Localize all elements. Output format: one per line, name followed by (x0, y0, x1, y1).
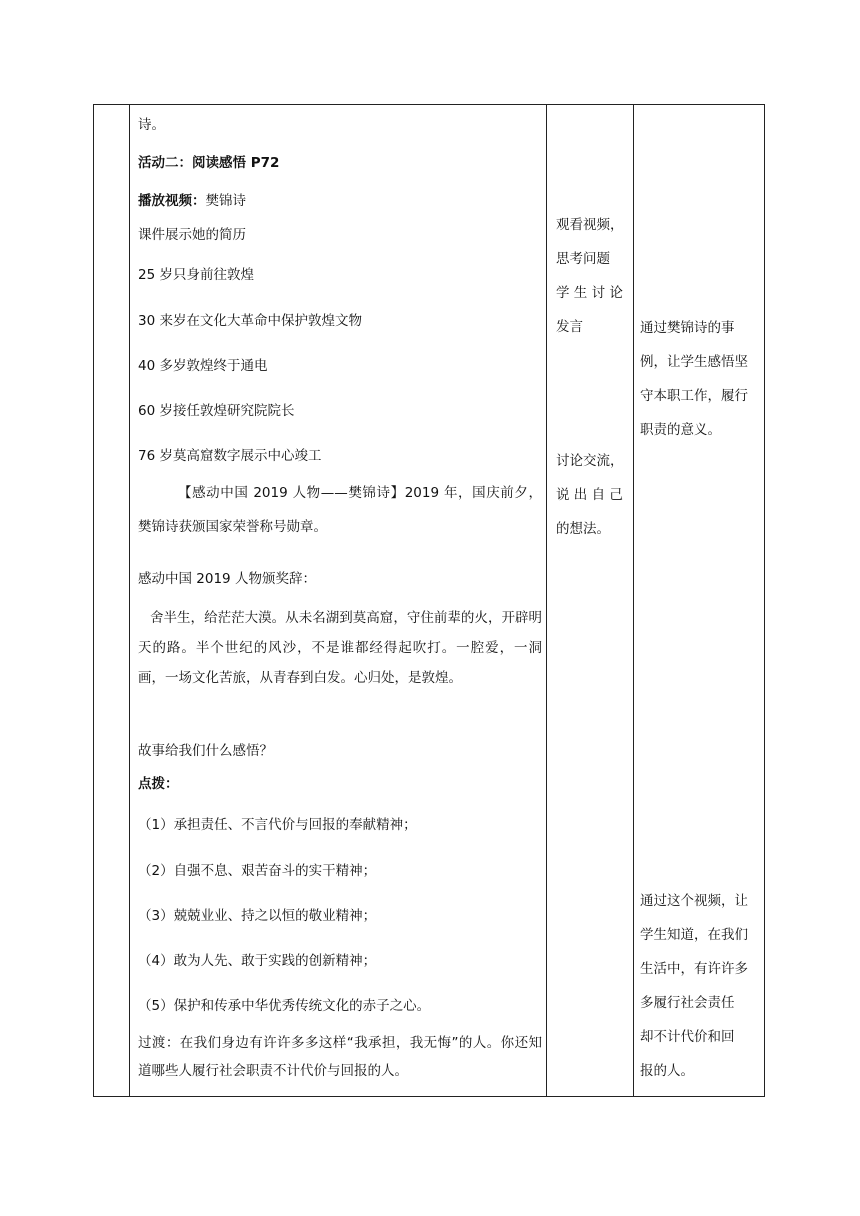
purpose-line: 守本职工作，履行 (640, 388, 748, 404)
hint-item: （4）敢为人先、敢于实践的创新精神； (138, 953, 377, 969)
student-line: 说 出 自 己 (556, 487, 623, 503)
resume-item: 25 岁只身前往敦煌 (138, 267, 254, 283)
student-line: 思考问题 (556, 251, 610, 267)
hint-item: （5）保护和传承中华优秀传统文化的赤子之心。 (138, 998, 431, 1014)
video-name: 樊锦诗 (205, 193, 246, 209)
resume-item: 40 多岁敦煌终于通电 (138, 358, 268, 374)
purpose-line: 多履行社会责任 (640, 995, 735, 1011)
student-line: 的想法。 (556, 521, 610, 537)
purpose-line: 报的人。 (640, 1063, 694, 1079)
hint-item: （1）承担责任、不言代价与回报的奉献精神； (138, 817, 417, 833)
resume-item: 30 来岁在文化大革命中保护敦煌文物 (138, 313, 362, 329)
purpose-line: 学生知道，在我们 (640, 927, 748, 943)
resume-item: 60 岁接任敦煌研究院院长 (138, 403, 295, 419)
resume-intro: 课件展示她的简历 (138, 227, 246, 243)
student-line: 学 生 讨 论 (556, 285, 623, 301)
purpose-line: 生活中，有许许多 (640, 961, 748, 977)
student-line: 讨论交流， (556, 453, 624, 469)
resume-item: 76 岁莫高窟数字展示中心竣工 (138, 448, 322, 464)
hint-label: 点拨： (138, 776, 179, 792)
question-line: 故事给我们什么感悟？ (138, 743, 273, 759)
purpose-line: 通过这个视频，让 (640, 893, 748, 909)
award-title: 感动中国 2019 人物颁奖辞： (138, 571, 316, 587)
student-line: 发言 (556, 319, 583, 335)
activity-title: 活动二：阅读感悟 P72 (138, 155, 280, 171)
column-divider (129, 105, 130, 1096)
video-label: 播放视频： (138, 193, 206, 209)
purpose-line: 例，让学生感悟坚 (640, 354, 748, 370)
lesson-table (93, 104, 765, 1097)
purpose-line: 通过樊锦诗的事 (640, 320, 735, 336)
text-line: 诗。 (138, 117, 165, 133)
hint-item: （3）兢兢业业、持之以恒的敬业精神； (138, 908, 377, 924)
honor-paragraph: 【感动中国 2019 人物——樊锦诗】2019 年，国庆前夕，樊锦诗获颁国家荣誉称号勋章。 (138, 485, 542, 535)
column-divider (546, 105, 547, 1096)
hint-item: （2）自强不息、艰苦奋斗的实干精神； (138, 863, 377, 879)
award-text: 舍半生，给茫茫大漠。从未名湖到莫高窟，守住前辈的火，开辟明天的路。半个世纪的风沙，不是谁都经得起吹打。一腔爱，一洞画，一场文化苦旅，从青春到白发。心归处，是敦煌。 (138, 610, 542, 686)
student-line: 观看视频， (556, 217, 624, 233)
video-line (138, 191, 246, 211)
transition-paragraph: 过渡：在我们身边有许许多多这样“我承担，我无悔”的人。你还知道哪些人履行社会职责不计代价与回报的人。 (138, 1035, 542, 1079)
column-divider (633, 105, 634, 1096)
purpose-line: 职责的意义。 (640, 422, 721, 438)
purpose-line: 却不计代价和回 (640, 1029, 735, 1045)
